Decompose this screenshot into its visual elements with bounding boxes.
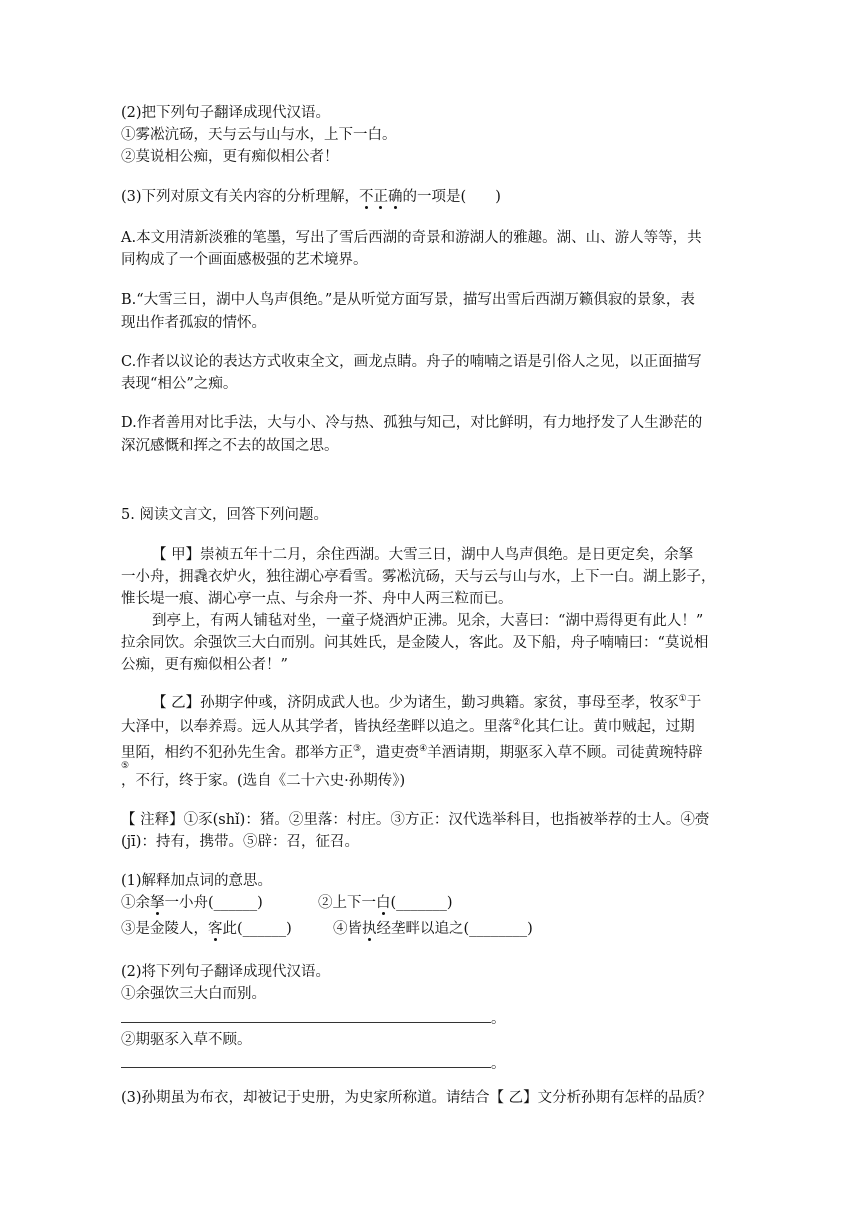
passage-yi-line xyxy=(121,743,703,763)
q4-sub2-sentence-2: ②莫说相公痴，更有痴似相公者！ xyxy=(121,149,339,165)
item-text: ③是金陵人， xyxy=(121,921,208,937)
answer-blank[interactable]: 经垄畔以追之(________) xyxy=(376,921,533,937)
emphasis-char: 不 xyxy=(359,189,374,205)
period: 。 xyxy=(491,1011,506,1027)
emphasis-char: 白 xyxy=(376,895,391,911)
footnote-ref: ① xyxy=(678,694,687,704)
answer-line[interactable] xyxy=(121,1008,506,1029)
footnote-ref: ⑤ xyxy=(121,761,130,771)
q5-sub3-question: (3)孙期虽为布衣，却被记于史册，为史家所称道。请结合【 乙】文分析孙期有怎样的品质？ xyxy=(121,1090,712,1106)
option-b-line-2: 现出作者孤寂的情怀。 xyxy=(121,315,266,331)
q5-sub1-title: (1)解释加点词的意思。 xyxy=(121,873,273,889)
q5-sub1-item-3 xyxy=(121,919,292,939)
annotation-line: (jī)：持有，携带。⑤辟：召，征召。 xyxy=(121,834,359,850)
answer-blank[interactable]: 一小舟(______) xyxy=(164,895,263,911)
passage-jia-line: 公痴，更有痴似相公者！” xyxy=(121,657,288,673)
emphasis-char: 执 xyxy=(362,921,377,937)
answer-underline xyxy=(121,1053,491,1068)
footnote-ref: ② xyxy=(512,718,521,728)
passage-jia-line: 到亭上，有两人铺毡对坐，一童子烧酒炉正沸。见余，大喜曰：“湖中焉得更有此人！” xyxy=(152,613,704,629)
q5-sub1-item-1 xyxy=(121,893,263,913)
passage-jia-line: 一小舟，拥毳衣炉火，独往湖心亭看雪。雾凇沆砀，天与云与山与水，上下一白。湖上影子， xyxy=(121,569,716,585)
answer-underline xyxy=(121,1008,491,1023)
passage-yi-text: 里陌，相约不犯孙先生舍。郡举方正 xyxy=(121,745,353,761)
q5-sub2-sentence-1: ①余强饮三大白而别。 xyxy=(121,986,266,1002)
q5-sub1-item-2 xyxy=(318,893,453,913)
passage-yi-text: 大泽中，以奉养焉。远人从其学者，皆执经垄畔以追之。里落 xyxy=(121,719,513,735)
footnote-ref: ③ xyxy=(353,744,362,754)
passage-jia-line: 拉余同饮。余强饮三大白而别。问其姓氏，是金陵人，客此。及下船，舟子喃喃曰：“莫说相 xyxy=(121,635,709,651)
option-c-line-1: C.作者以议论的表达方式收束全文，画龙点睛。舟子的喃喃之语是引俗人之见，以正面描写 xyxy=(121,354,702,370)
passage-yi-line xyxy=(152,693,701,713)
option-a-line-1: A.本文用清新淡雅的笔墨，写出了雪后西湖的奇景和游湖人的雅趣。湖、山、游人等等，共 xyxy=(121,230,702,246)
period: 。 xyxy=(491,1056,506,1072)
emphasis-char: 确 xyxy=(388,189,403,205)
option-c-line-2: 表现“相公”之痴。 xyxy=(121,376,238,392)
answer-line[interactable] xyxy=(121,1053,506,1074)
q5-sub2-sentence-2: ②期驱豕入草不顾。 xyxy=(121,1032,252,1048)
passage-jia-line: 惟长堤一痕、湖心亭一点、与余舟一芥、舟中人两三粒而已。 xyxy=(121,591,513,607)
passage-yi-line: ，不行，终于家。(选自《二十六史·孙期传》) xyxy=(121,773,406,789)
passage-yi-line xyxy=(121,717,695,737)
answer-blank[interactable]: (_______) xyxy=(390,895,453,911)
q4-sub3-pre: (3)下列对原文有关内容的分析理解， xyxy=(121,189,360,205)
item-text: ④皆 xyxy=(333,921,362,937)
emphasis-char: 客 xyxy=(208,921,223,937)
passage-yi-text: 化其仁让。黄巾贼起，过期 xyxy=(520,719,695,735)
option-d-line-2: 深沉感慨和挥之不去的故国之思。 xyxy=(121,438,339,454)
q5-sub2-title: (2)将下列句子翻译成现代汉语。 xyxy=(121,964,331,980)
q5-sub1-item-4 xyxy=(333,919,533,939)
emphasis-char: 拏 xyxy=(150,895,165,911)
q4-sub2-sentence-1: ①雾凇沆砀，天与云与山与水，上下一白。 xyxy=(121,127,397,143)
answer-blank[interactable]: 此(______) xyxy=(222,921,292,937)
q5-title: 5. 阅读文言文，回答下列问题。 xyxy=(121,507,328,523)
option-b-line-1: B.“大雪三日，湖中人鸟声俱绝。”是从听觉方面写景，描写出雪后西湖万籁俱寂的景象，表 xyxy=(121,292,695,308)
annotation-line: 【 注释】①豕(shǐ)：猪。②里落：村庄。③方正：汉代选举科目，也指被举荐的士人。④赍 xyxy=(121,812,710,828)
q4-sub3-post: 的一项是( ) xyxy=(402,189,501,205)
passage-yi-text: 于 xyxy=(686,695,702,711)
passage-yi-text: 【 乙】孙期字仲彧，济阴成武人也。少为诸生，勤习典籍。家贫，事母至孝，牧豕 xyxy=(152,695,679,711)
q4-sub2-title: (2)把下列句子翻译成现代汉语。 xyxy=(121,105,331,121)
item-text: ①余 xyxy=(121,895,150,911)
option-d-line-1: D.作者善用对比手法，大与小、冷与热、孤独与知己，对比鲜明，有力地抒发了人生渺茫的 xyxy=(121,415,703,431)
option-a-line-2: 同构成了一个画面感极强的艺术境界。 xyxy=(121,252,368,268)
passage-yi-text: ，遣吏赍 xyxy=(361,745,420,761)
passage-yi-text: 羊酒请期，期驱豕入草不顾。司徒黄琬特辟 xyxy=(427,745,703,761)
q4-sub3-question xyxy=(121,187,501,207)
passage-jia-line: 【 甲】崇祯五年十二月，余住西湖。大雪三日，湖中人鸟声俱绝。是日更定矣，余拏 xyxy=(152,547,694,563)
emphasis-char: 正 xyxy=(373,189,389,205)
item-text: ②上下一 xyxy=(318,895,376,911)
footnote-ref: ④ xyxy=(419,744,428,754)
